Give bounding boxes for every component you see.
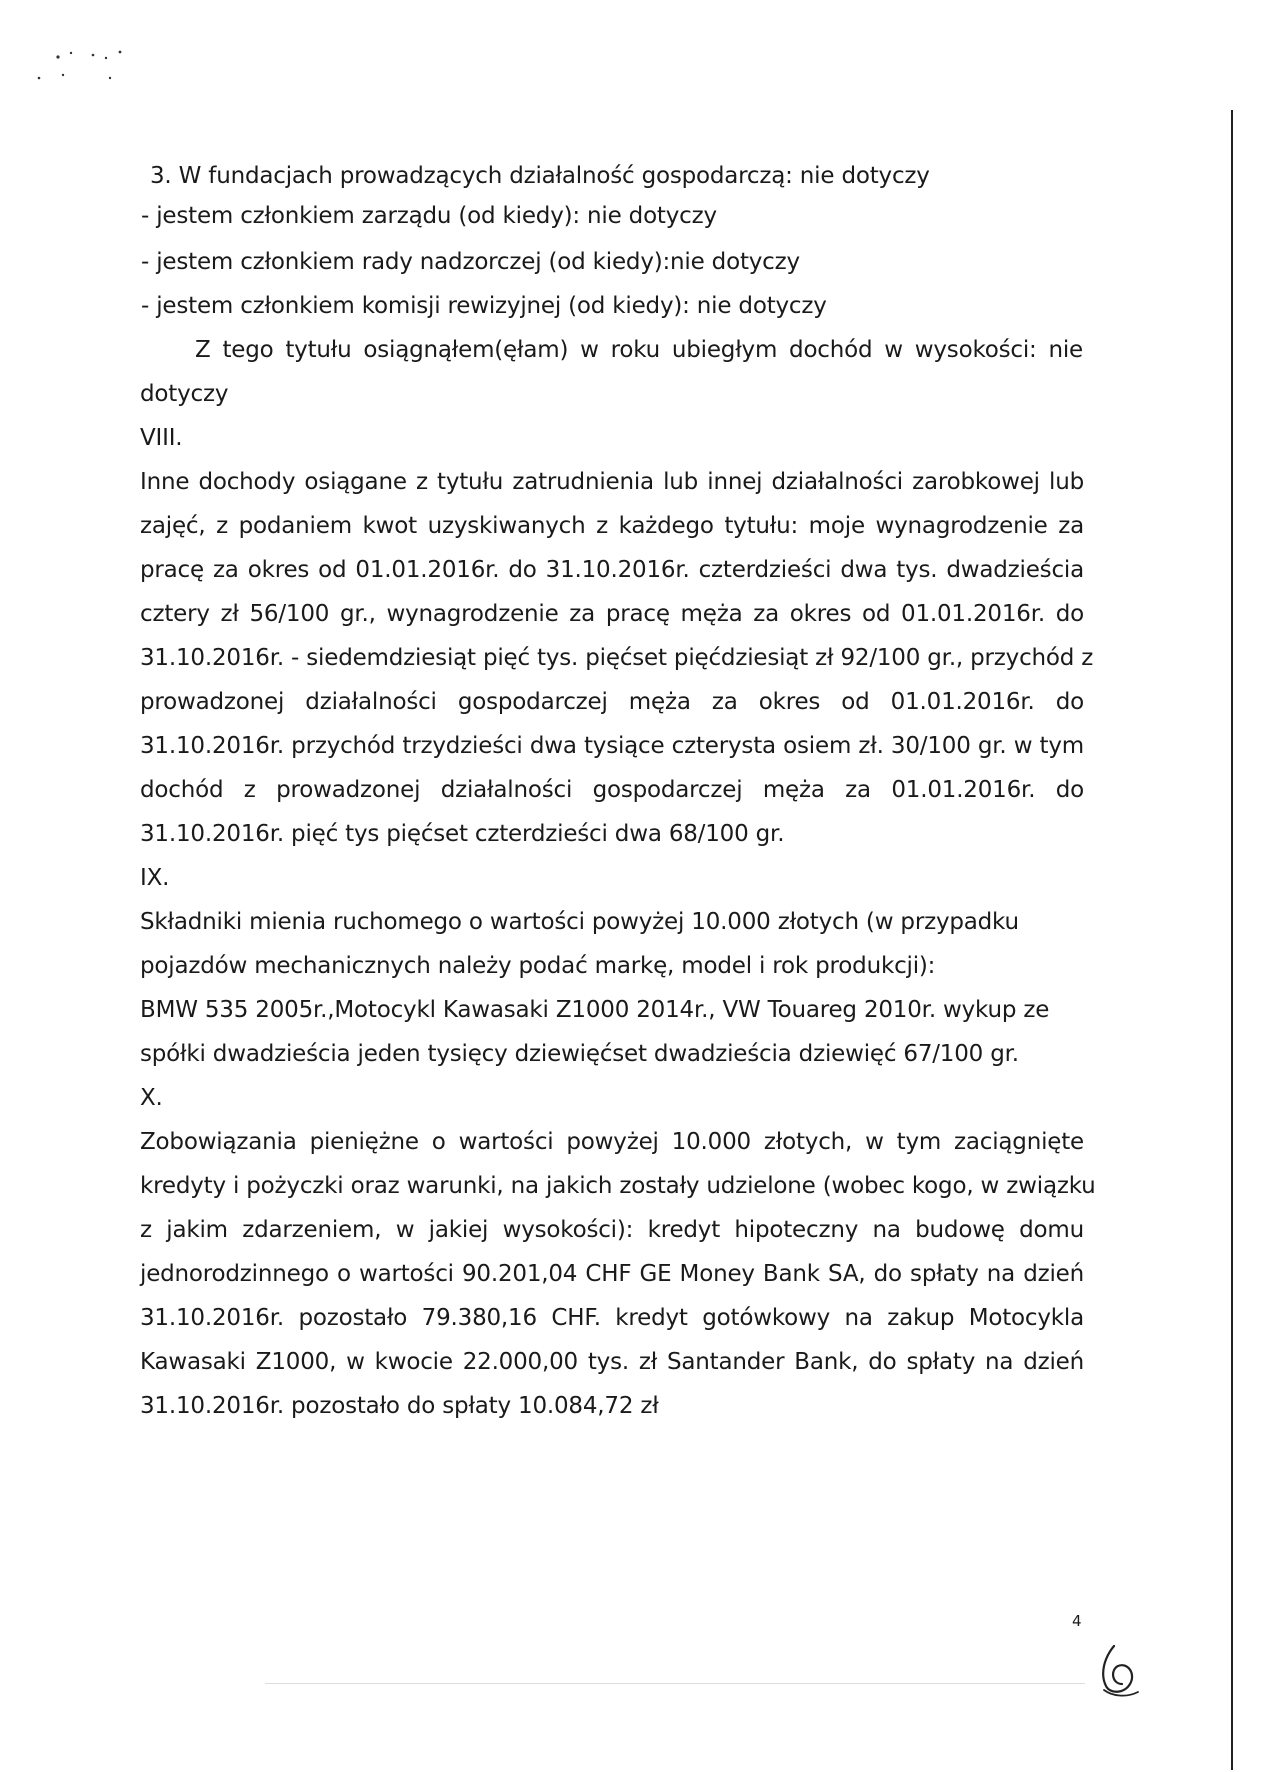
text-line: - jestem członkiem zarządu (od kiedy): nie dotyczy [141,203,717,229]
text-line: - jestem członkiem komisji rewizyjnej (od kiedy): nie dotyczy [141,293,827,319]
text-line: kredyty i pożyczki oraz warunki, na jakich zostały udzielone (wobec kogo, w związku [140,1173,1096,1199]
text-line: Z tego tytułu osiągnąłem(ęłam) w roku ubiegłym dochód w wysokości: nie [195,337,1083,363]
text-line: zajęć, z podaniem kwot uzyskiwanych z każdego tytułu: moje wynagrodzenie za [140,513,1084,539]
text-line: pracę za okres od 01.01.2016r. do 31.10.2016r. czterdzieści dwa tys. dwadzieścia [140,557,1084,583]
text-line: z jakim zdarzeniem, w jakiej wysokości): kredyt hipoteczny na budowę domu [140,1217,1084,1243]
section-heading-viii: VIII. [140,425,183,451]
text-line: 31.10.2016r. pięć tys pięćset czterdzieści dwa 68/100 gr. [140,821,785,847]
section-heading-ix: IX. [140,865,170,891]
scan-faint-line [265,1683,1085,1684]
text-line: Kawasaki Z1000, w kwocie 22.000,00 tys. zł Santander Bank, do spłaty na dzień [140,1349,1084,1375]
text-line: cztery zł 56/100 gr., wynagrodzenie za pracę męża za okres od 01.01.2016r. do [140,601,1084,627]
text-line: 3. W fundacjach prowadzących działalność gospodarczą: nie dotyczy [150,163,930,189]
text-line: BMW 535 2005r.,Motocykl Kawasaki Z1000 2014r., VW Touareg 2010r. wykup ze [140,997,1050,1023]
text-line: dotyczy [140,381,229,407]
text-line: 31.10.2016r. - siedemdziesiąt pięć tys. pięćset pięćdziesiąt zł 92/100 gr., przychód z [140,645,1094,671]
text-line: 31.10.2016r. przychód trzydzieści dwa tysiące czterysta osiem zł. 30/100 gr. w tym [140,733,1084,759]
text-line: 31.10.2016r. pozostało 79.380,16 CHF. kredyt gotówkowy na zakup Motocykla [140,1305,1084,1331]
text-line: - jestem członkiem rady nadzorczej (od kiedy):nie dotyczy [141,249,800,275]
text-line: prowadzonej działalności gospodarczej męża za okres od 01.01.2016r. do [140,689,1084,715]
text-line: Składniki mienia ruchomego o wartości powyżej 10.000 złotych (w przypadku [140,909,1019,935]
text-line: 31.10.2016r. pozostało do spłaty 10.084,72 zł [140,1393,659,1419]
text-line: dochód z prowadzonej działalności gospodarczej męża za 01.01.2016r. do [140,777,1084,803]
text-line: pojazdów mechanicznych należy podać markę, model i rok produkcji): [140,953,936,979]
page-number: 4 [1072,1612,1082,1630]
scan-edge-line [1231,110,1233,1770]
text-line: Zobowiązania pieniężne o wartości powyżej 10.000 złotych, w tym zaciągnięte [140,1129,1084,1155]
text-line: spółki dwadzieścia jeden tysięcy dziewięćset dwadzieścia dziewięć 67/100 gr. [140,1041,1019,1067]
text-line: jednorodzinnego o wartości 90.201,04 CHF GE Money Bank SA, do spłaty na dzień [140,1261,1084,1287]
handwritten-initials-icon [1094,1640,1144,1700]
scan-specks [30,48,140,98]
text-line: Inne dochody osiągane z tytułu zatrudnienia lub innej działalności zarobkowej lub [140,469,1084,495]
section-heading-x: X. [140,1085,163,1111]
